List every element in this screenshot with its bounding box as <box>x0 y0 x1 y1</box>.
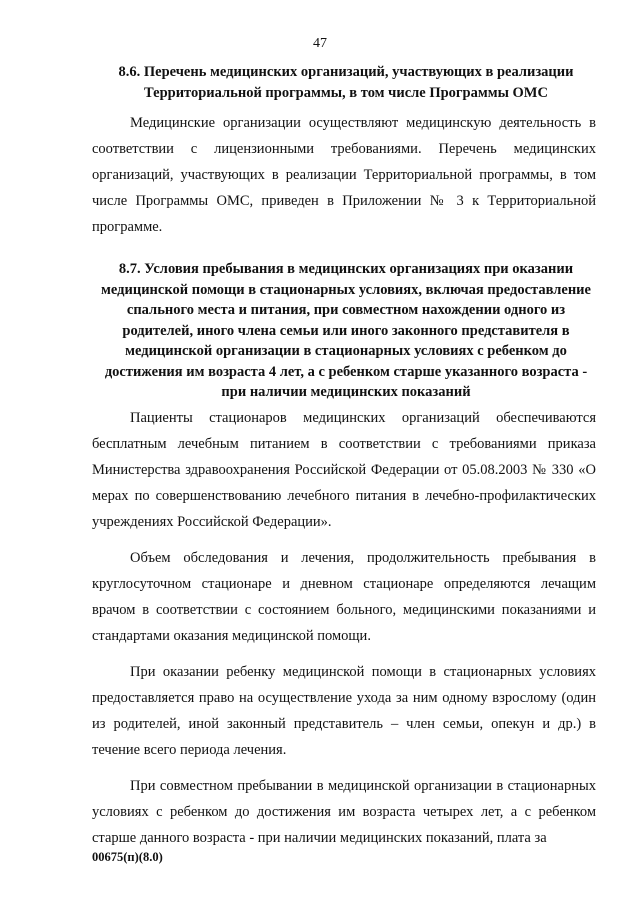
section-8-6-paragraph: Медицинские организации осуществляют медицинскую деятельность в соответствии с лицензионными требованиями. Перечень медицинских организаций, участвующих в реализации Территориальной программы, в том числе Программы ОМС, приведен в Приложении № 3 к Территориальной программе. <box>92 115 596 235</box>
paragraph: Пациенты стационаров медицинских организаций обеспечиваются бесплатным лечебным питанием в соответствии с требованиями приказа Министерства здравоохранения Российской Федерации от 05.08.2003 № 330 «О мерах по совершенствованию лечебного питания в лечебно-профилактических учреждениях Российской Федерации». <box>92 410 596 530</box>
paragraph: При совместном пребывании в медицинской организации в стационарных условиях с ребенком до достижения им возраста четырех лет, а с ребенком старше данного возраста - при наличии медицинских показаний, плата за <box>92 778 596 846</box>
section-8-7-heading: 8.7. Условия пребывания в медицинских организациях при оказании медицинской помощи в стационарных условиях, включая предоставление спального места и питания, при совместном нахождении одного из родителей, иного члена семьи или иного законного представителя в медицинской организации в стационарных условиях с ребенком до достижения им возраста 4 лет, а с ребенком старше указанного возраста - при наличии медицинских показаний <box>101 261 591 400</box>
page-number: 47 <box>313 36 327 51</box>
section-8-7-body <box>92 405 596 851</box>
section-8-6-body <box>92 110 596 240</box>
paragraph: Объем обследования и лечения, продолжительность пребывания в круглосуточном стационаре и дневном стационаре определяются лечащим врачом в соответствии с состоянием больного, медицинскими показаниями и стандартами оказания медицинской помощи. <box>92 550 596 644</box>
paragraph: При оказании ребенку медицинской помощи в стационарных условиях предоставляется право на осуществление ухода за ним одному взрослому (один из родителей, иной законный представитель – член семьи, опекун и др.) в течение всего периода лечения. <box>92 664 596 758</box>
section-8-6-heading: 8.6. Перечень медицинских организаций, участвующих в реализации Территориальной программы, в том числе Программы ОМС <box>118 64 574 101</box>
document-code: 00675(п)(8.0) <box>92 850 163 864</box>
